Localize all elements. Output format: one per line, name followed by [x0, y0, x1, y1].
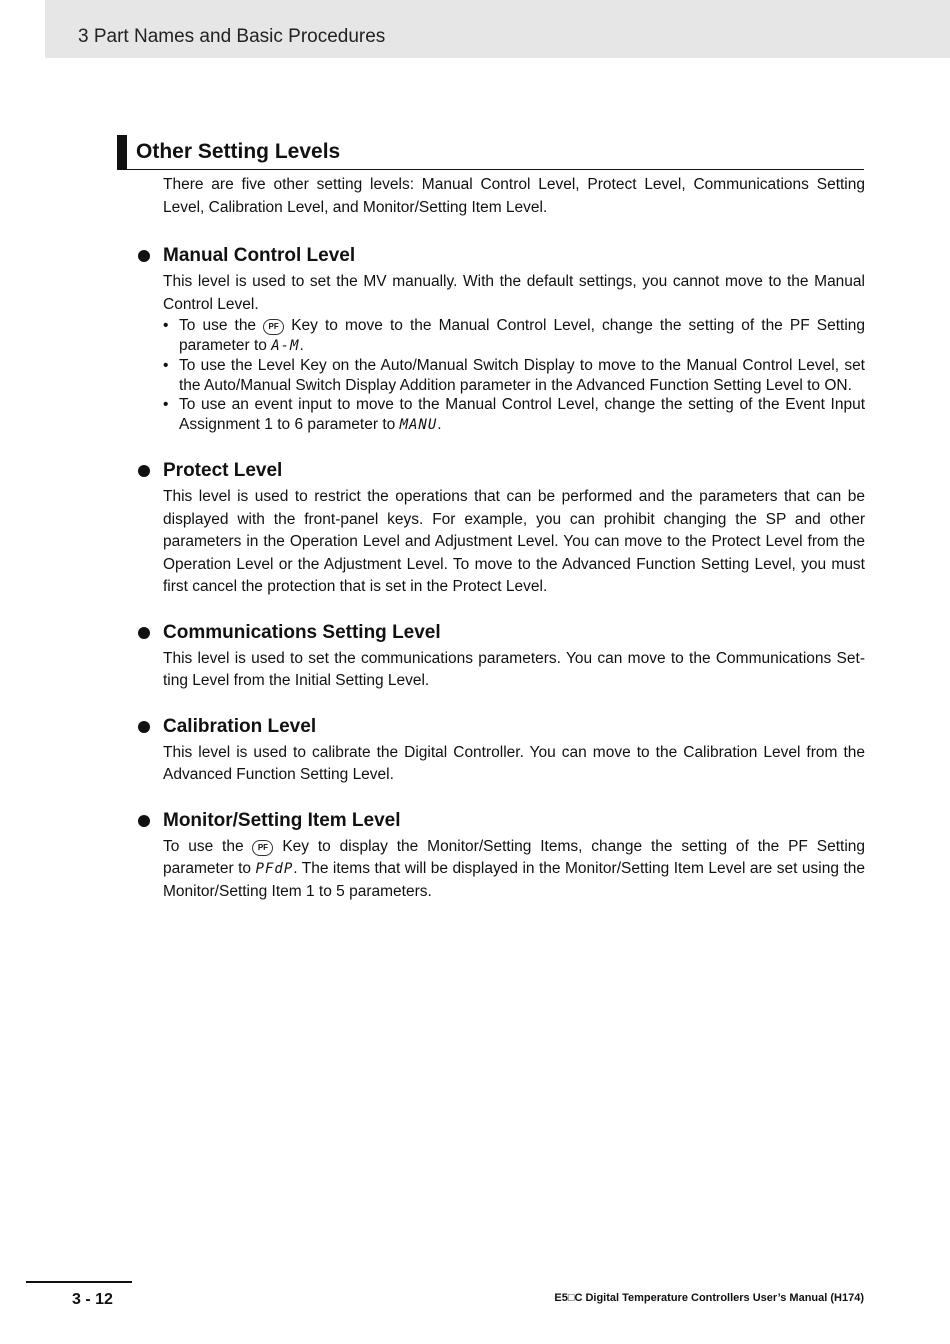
- bullet-text: To use the: [179, 317, 264, 334]
- calibration-title: Calibration Level: [163, 715, 317, 737]
- page-content: [163, 174, 865, 903]
- page-number: 3 - 12: [72, 1291, 113, 1308]
- segment-display-value: PFdP: [255, 861, 294, 877]
- communications-title: Communications Setting Level: [163, 621, 441, 643]
- bullet-icon: •: [163, 357, 169, 374]
- intro-paragraph: There are five other setting levels: Manual Control Level, Protect Level, Communications Setting Level, Calibration Level, and Monitor/Setting Item Level.: [163, 176, 865, 216]
- bullet-text: .: [437, 415, 442, 433]
- monitor-setting-heading: [163, 809, 865, 833]
- calibration-body: This level is used to calibrate the Digital Controller. You can move to the Calibration Level from the Advanced Function Setting Level.: [163, 743, 865, 783]
- pf-key-icon: PF: [252, 840, 273, 856]
- bullet-dot-icon: [138, 815, 150, 827]
- body-text: Key to display the Monitor/Setting Items, change the setting of the PF Setting parameter to: [163, 837, 866, 877]
- bullet-text: To use the Level Key on the Auto/Manual Switch Display to move to the Manual Control Level, set the Auto/Manual Switch Display Addition parameter in the Advanced Function Setting Level to ON.: [179, 357, 865, 394]
- bullet-dot-icon: [138, 721, 150, 733]
- calibration-heading: [163, 715, 865, 739]
- protect-body: This level is used to restrict the operations that can be performed and the parameters that can be displayed with the front-panel keys. For example, you can prohibit changing the SP and other parameters in the Operation Level and Adjustment Level. You can move to the Protect Level from the Operation Level or the Adjustment Level. To move to the Advanced Function Setting Level, you must first cancel the protection that is set in the Protect Level.: [163, 488, 865, 595]
- chapter-title: 3 Part Names and Basic Procedures: [78, 26, 386, 47]
- list-item: [163, 395, 865, 435]
- protect-title: Protect Level: [163, 460, 283, 481]
- section-heading: [117, 135, 864, 170]
- footer-rule: [26, 1281, 132, 1283]
- section-title: Other Setting Levels: [136, 140, 341, 163]
- chapter-header-bar: [45, 0, 950, 58]
- bullet-dot-icon: [138, 627, 150, 639]
- pf-key-icon: PF: [263, 319, 284, 335]
- manual-control-title: Manual Control Level: [163, 245, 356, 266]
- manual-control-heading: [163, 244, 865, 268]
- communications-heading: [163, 621, 865, 645]
- manual-title: E5□C Digital Temperature Controllers User’s Manual (H174): [554, 1292, 864, 1304]
- bullet-text: Key to move to the Manual Control Level, change the setting of the PF Setting parameter to: [179, 317, 866, 354]
- bullet-dot-icon: [138, 250, 150, 262]
- manual-control-body: This level is used to set the MV manually. With the default settings, you cannot move to the Manual Control Level.: [163, 273, 865, 313]
- heading-marker: [117, 135, 127, 169]
- protect-heading: [163, 459, 865, 483]
- bullet-dot-icon: [138, 465, 150, 477]
- segment-display-value: A-M: [271, 337, 300, 354]
- monitor-setting-body: [163, 836, 865, 904]
- list-item: [163, 356, 865, 395]
- bullet-icon: •: [163, 317, 169, 334]
- bullet-text: .: [299, 336, 304, 354]
- monitor-setting-title: Monitor/Setting Item Level: [163, 809, 401, 831]
- segment-display-value: MANU: [399, 416, 438, 433]
- manual-control-bullets: [163, 316, 865, 435]
- body-text: . The items that will be displayed in the Monitor/Setting Item Level are set using the Monitor/Setting Item 1 to 5 parameters.: [163, 860, 865, 900]
- bullet-text: To use an event input to move to the Manual Control Level, change the setting of the Event Input Assignment 1 to 6 parameter to: [179, 396, 865, 433]
- list-item: [163, 316, 865, 356]
- bullet-icon: •: [163, 396, 169, 413]
- communications-body: This level is used to set the communications parameters. You can move to the Communications Set-ting Level from the Initial Setting Level.: [163, 649, 865, 689]
- body-text: To use the: [163, 837, 253, 855]
